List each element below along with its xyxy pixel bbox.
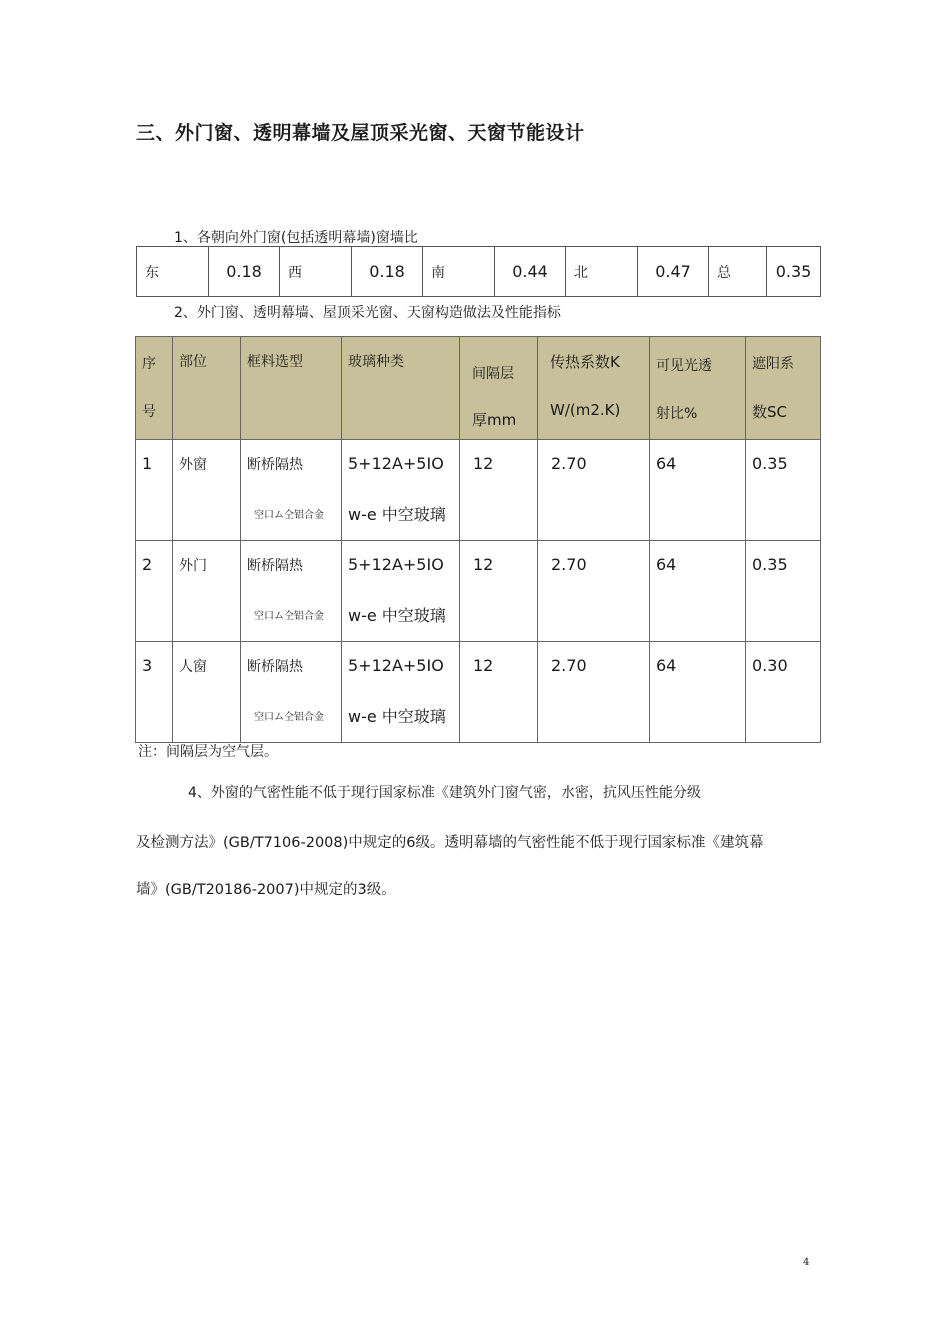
ratio-value-east: 0.18 — [209, 247, 280, 297]
table-row — [136, 541, 821, 642]
ratio-direction-south: 南 — [423, 247, 495, 297]
header-shading-coefficient: 遮阳系 数SC — [746, 337, 821, 440]
ratio-value-west: 0.18 — [352, 247, 423, 297]
row-frame: 断桥隔热 空口ム仝铝合金 — [241, 440, 342, 541]
airtightness-paragraph-line2: 及检测方法》(GB/T7106-2008)中规定的6级。透明幕墙的气密性能不低于现行国家标准《建筑幕 — [136, 835, 764, 851]
row-shading-coefficient: 0.30 — [746, 642, 821, 743]
airtightness-paragraph-line1: 4、外窗的气密性能不低于现行国家标准《建筑外门窗气密，水密，抗风压性能分级 — [188, 785, 701, 801]
ratio-direction-total: 总 — [709, 247, 767, 297]
row-serial: 2 — [136, 541, 173, 642]
construction-heading: 2、外门窗、透明幕墙、屋顶采光窗、天窗构造做法及性能指标 — [174, 305, 561, 321]
row-frame: 断桥隔热 空口ム仝铝合金 — [241, 541, 342, 642]
ratio-row — [137, 247, 821, 297]
row-gap: 12 — [460, 440, 538, 541]
table-row — [136, 642, 821, 743]
row-k-value: 2.70 — [538, 642, 650, 743]
row-part: 外门 — [173, 541, 241, 642]
window-performance-table — [135, 336, 821, 743]
table-header-row — [136, 337, 821, 440]
ratio-value-total: 0.35 — [767, 247, 821, 297]
row-gap: 12 — [460, 541, 538, 642]
header-gap: 间隔层 厚mm — [460, 337, 538, 440]
row-part: 人窗 — [173, 642, 241, 743]
window-wall-ratio-table — [136, 246, 821, 297]
ratio-direction-west: 西 — [280, 247, 352, 297]
header-glass: 玻璃种类 — [342, 337, 460, 440]
row-glass: 5+12A+5IO w-e 中空玻璃 — [342, 541, 460, 642]
row-serial: 1 — [136, 440, 173, 541]
row-serial: 3 — [136, 642, 173, 743]
row-gap: 12 — [460, 642, 538, 743]
ratio-value-north: 0.47 — [638, 247, 709, 297]
table-note: 注：间隔层为空气层。 — [138, 744, 278, 760]
window-wall-ratio-heading: 1、各朝向外门窗(包括透明幕墙)窗墙比 — [174, 230, 418, 246]
header-visible-transmittance: 可见光透 射比% — [650, 337, 746, 440]
row-shading-coefficient: 0.35 — [746, 541, 821, 642]
page-number: 4 — [803, 1257, 810, 1268]
ratio-direction-north: 北 — [566, 247, 638, 297]
header-serial: 序 号 — [136, 337, 173, 440]
row-glass: 5+12A+5IO w-e 中空玻璃 — [342, 440, 460, 541]
header-k-value: 传热系数K W/(m2.K) — [538, 337, 650, 440]
row-shading-coefficient: 0.35 — [746, 440, 821, 541]
header-part: 部位 — [173, 337, 241, 440]
table-row — [136, 440, 821, 541]
row-glass: 5+12A+5IO w-e 中空玻璃 — [342, 642, 460, 743]
row-visible-transmittance: 64 — [650, 541, 746, 642]
header-frame: 框料选型 — [241, 337, 342, 440]
airtightness-paragraph-line3: 墙》(GB/T20186-2007)中规定的3级。 — [136, 882, 396, 898]
row-frame: 断桥隔热 空口ム仝铝合金 — [241, 642, 342, 743]
ratio-value-south: 0.44 — [495, 247, 566, 297]
row-k-value: 2.70 — [538, 440, 650, 541]
row-k-value: 2.70 — [538, 541, 650, 642]
section-title: 三、外门窗、透明幕墙及屋顶采光窗、天窗节能设计 — [136, 122, 585, 144]
row-visible-transmittance: 64 — [650, 440, 746, 541]
row-part: 外窗 — [173, 440, 241, 541]
ratio-direction-east: 东 — [137, 247, 209, 297]
row-visible-transmittance: 64 — [650, 642, 746, 743]
